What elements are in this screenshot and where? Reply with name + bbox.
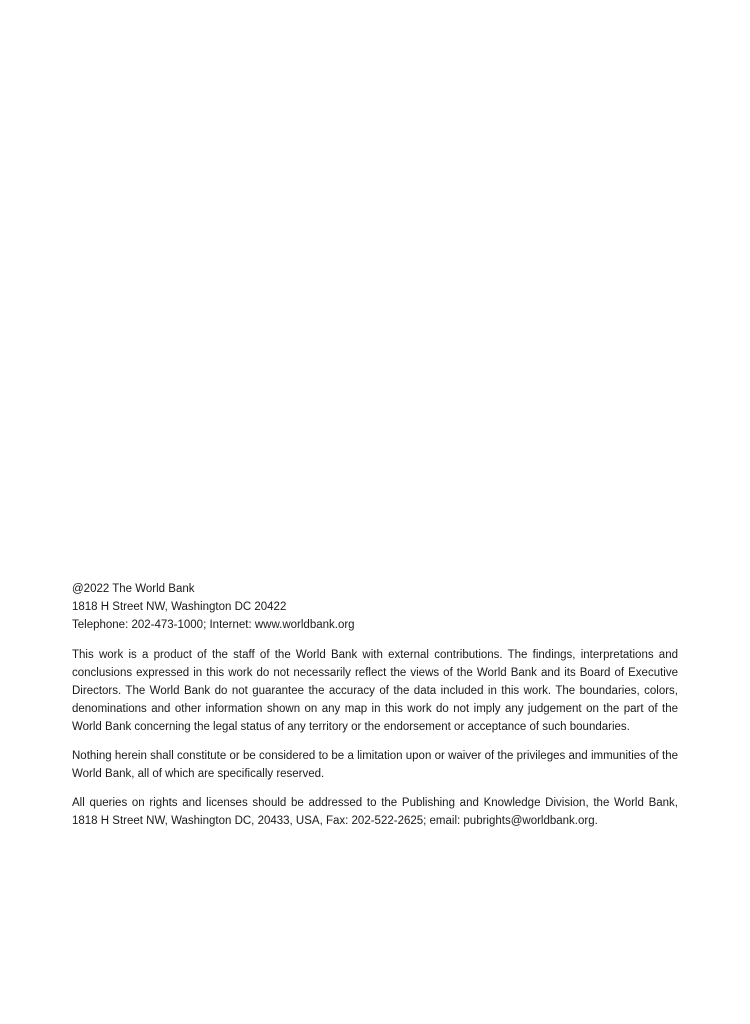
publisher-contact: Telephone: 202-473-1000; Internet: www.worldbank.org [72,619,355,631]
copyright-imprint [72,580,678,841]
rights-paragraph: All queries on rights and licenses should be addressed to the Publishing and Knowledge Division, the World Bank, 1818 H Street NW, Washington DC, 20433, USA, Fax: 202-522-2625; email: pubrights@worldbank.org. [72,797,678,827]
disclaimer-paragraph: This work is a product of the staff of the World Bank with external contributions. The findings, interpretations and conclusions expressed in this work do not necessarily reflect the views of the World Bank and its Board of Executive Directors. The World Bank do not guarantee the accuracy of the data included in this work. The boundaries, colors, denominations and other information shown on any map in this work do not imply any judgement on the part of the World Bank concerning the legal status of any territory or the endorsement or acceptance of such boundaries. [72,649,678,733]
privileges-paragraph: Nothing herein shall constitute or be considered to be a limitation upon or waiver of the privileges and immunities of the World Bank, all of which are specifically reserved. [72,750,678,780]
publisher-contact-block [72,580,678,634]
publisher-address: 1818 H Street NW, Washington DC 20422 [72,601,287,613]
copyright-line: @2022 The World Bank [72,583,195,595]
